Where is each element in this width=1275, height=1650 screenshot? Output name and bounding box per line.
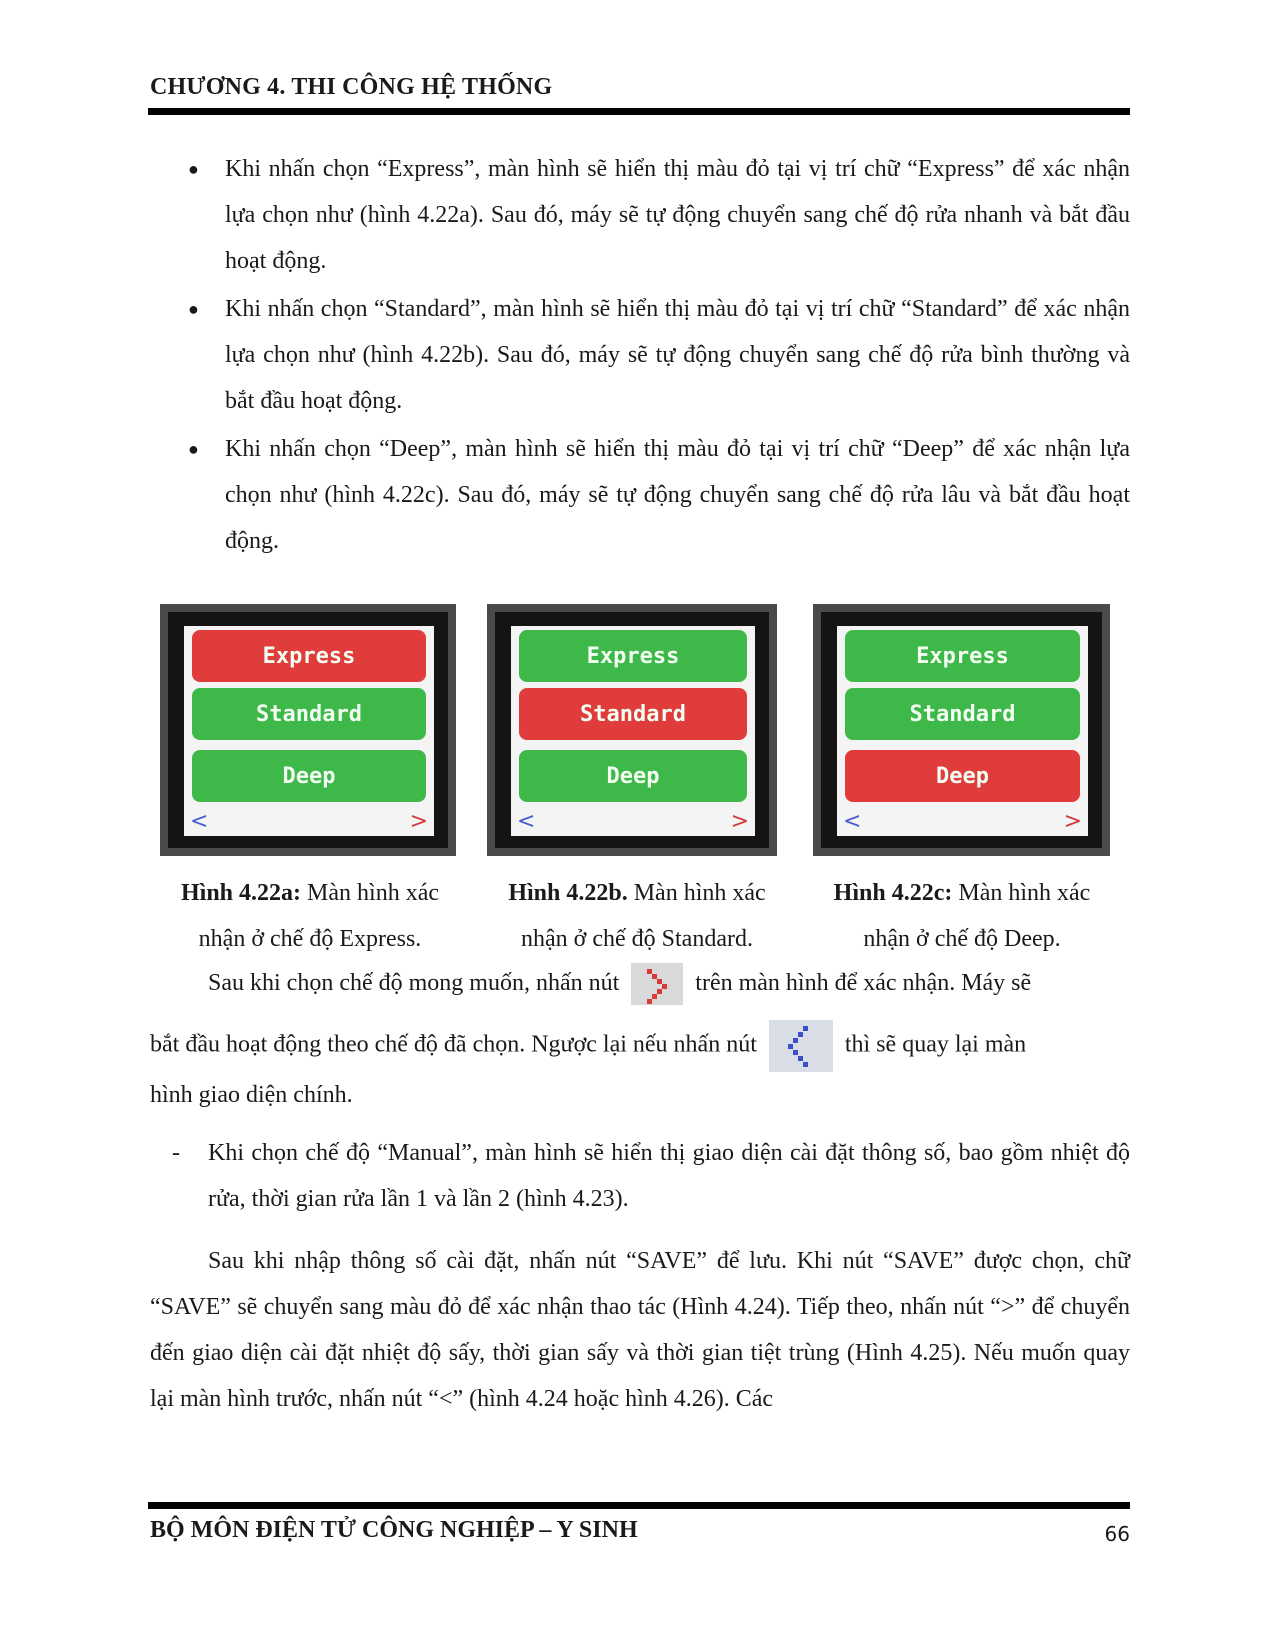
paragraph-text: trên màn hình để xác nhận. Máy sẽ	[695, 970, 1032, 996]
paragraph-text: bắt đầu hoạt động theo chế độ đã chọn. Ngược lại nếu nhấn nút	[150, 1031, 757, 1058]
bullet-list	[150, 146, 1130, 566]
caption-label: Hình 4.22b.	[508, 880, 628, 906]
chapter-header: CHƯƠNG 4. THI CÔNG HỆ THỐNG	[150, 74, 553, 100]
forward-chevron-icon: >	[1063, 809, 1082, 834]
bullet-dot-icon: ●	[188, 439, 199, 459]
figure-caption-c	[812, 870, 1112, 962]
caption-label: Hình 4.22a:	[181, 880, 302, 906]
lcd-screen	[184, 626, 434, 836]
photo-deep-screen	[813, 604, 1110, 856]
bullet-item-standard	[150, 286, 1130, 424]
dash-item-text: Khi chọn chế độ “Manual”, màn hình sẽ hiển thị giao diện cài đặt thông số, bao gồm nhiệt độ rửa, thời gian rửa lần 1 và lần 2 (hình 4.23).	[208, 1140, 1130, 1212]
screen-button-express: Express	[519, 630, 747, 682]
forward-chevron-icon: >	[730, 809, 749, 834]
device-frame	[495, 612, 769, 848]
caption-text: Màn hình xác nhận ở chế độ Deep.	[863, 880, 1091, 952]
screen-button-standard: Standard	[519, 688, 747, 740]
bullet-text: Khi nhấn chọn “Express”, màn hình sẽ hiển thị màu đỏ tại vị trí chữ “Express” để xác nhận lựa chọn như (hình 4.22a). Sau đó, máy sẽ tự động chuyển sang chế độ rửa nhanh và bắt đầu hoạt động.	[225, 156, 1130, 274]
lcd-screen	[837, 626, 1088, 836]
lcd-screen	[511, 626, 755, 836]
paragraph-line	[150, 1020, 1130, 1072]
figure-row	[160, 604, 1120, 856]
paragraph-text: hình giao diện chính.	[150, 1082, 353, 1108]
footer-rule	[148, 1502, 1130, 1509]
header-rule	[148, 108, 1130, 115]
device-frame	[168, 612, 448, 848]
bullet-dot-icon: ●	[188, 299, 199, 319]
back-chevron-icon	[769, 1020, 833, 1072]
caption-label: Hình 4.22c:	[833, 880, 953, 906]
photo-standard-screen	[487, 604, 777, 856]
photo-express-screen	[160, 604, 456, 856]
bullet-item-express	[150, 146, 1130, 284]
screen-button-standard: Standard	[192, 688, 426, 740]
page-number: 66	[1104, 1522, 1130, 1546]
paragraph-text: thì sẽ quay lại màn	[844, 1031, 1027, 1058]
back-chevron-icon: <	[517, 809, 536, 834]
paragraph-line	[150, 960, 1130, 1006]
footer-department: BỘ MÔN ĐIỆN TỬ CÔNG NGHIỆP – Y SINH	[150, 1517, 638, 1543]
paragraph-line	[150, 1072, 1130, 1118]
back-chevron-icon: <	[843, 809, 862, 834]
screen-button-deep: Deep	[519, 750, 747, 802]
figure-caption-a	[160, 870, 460, 962]
screen-button-deep: Deep	[845, 750, 1080, 802]
figure-caption-b	[487, 870, 787, 962]
paragraph-save: Sau khi nhập thông số cài đặt, nhấn nút “SAVE” để lưu. Khi nút “SAVE” được chọn, chữ “SAVE” sẽ chuyển sang màu đỏ để xác nhận thao tác (Hình 4.24). Tiếp theo, nhấn nút “>” để chuyển đến giao diện cài đặt nhiệt độ sấy, thời gian sấy và thời gian tiệt trùng (Hình 4.25). Nếu muốn quay lại màn hình trước, nhấn nút “<” (hình 4.24 hoặc hình 4.26). Các	[150, 1248, 1130, 1412]
screen-button-standard: Standard	[845, 688, 1080, 740]
dash-bullet: -	[172, 1140, 180, 1166]
bullet-item-deep	[150, 426, 1130, 564]
paragraph-confirm	[150, 960, 1130, 1118]
caption-text: Màn hình xác nhận ở chế độ Express.	[198, 880, 439, 952]
forward-chevron-icon	[631, 963, 683, 1005]
bullet-text: Khi nhấn chọn “Standard”, màn hình sẽ hiển thị màu đỏ tại vị trí chữ “Standard” để xác nhận lựa chọn như (hình 4.22b). Sau đó, máy sẽ tự động chuyển sang chế độ rửa bình thường và bắt đầu hoạt động.	[225, 296, 1130, 414]
screen-button-express: Express	[845, 630, 1080, 682]
device-frame	[821, 612, 1102, 848]
forward-chevron-icon: >	[409, 809, 428, 834]
screen-button-deep: Deep	[192, 750, 426, 802]
screen-button-express: Express	[192, 630, 426, 682]
dash-item-manual	[150, 1130, 1130, 1222]
bullet-text: Khi nhấn chọn “Deep”, màn hình sẽ hiển thị màu đỏ tại vị trí chữ “Deep” để xác nhận lựa chọn như (hình 4.22c). Sau đó, máy sẽ tự động chuyển sang chế độ rửa lâu và bắt đầu hoạt động.	[225, 436, 1130, 554]
paragraph-text: Sau khi chọn chế độ mong muốn, nhấn nút	[208, 970, 620, 996]
back-chevron-icon: <	[190, 809, 209, 834]
caption-text: Màn hình xác nhận ở chế độ Standard.	[521, 880, 766, 952]
bullet-dot-icon: ●	[188, 159, 199, 179]
